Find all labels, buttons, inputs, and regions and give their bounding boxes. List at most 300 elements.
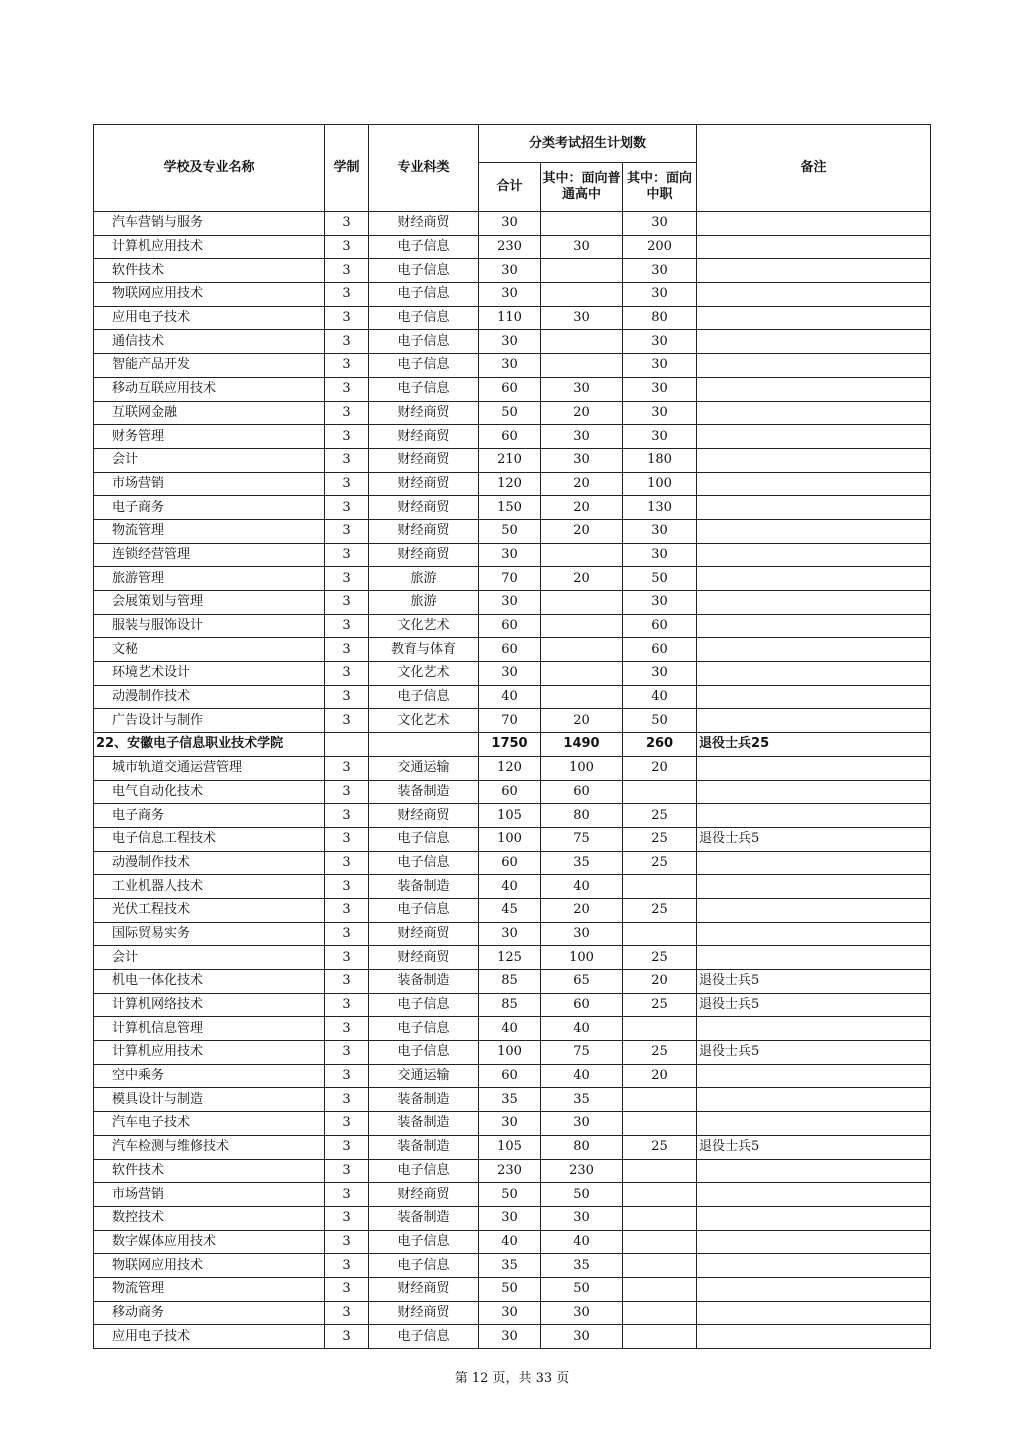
cell-note [697,1206,931,1230]
table-row [94,685,931,709]
cell-general-highschool [541,685,623,709]
cell-name: 通信技术 [94,330,325,354]
cell-total: 105 [479,804,541,828]
cell-years: 3 [325,685,369,709]
cell-vocational: 60 [623,638,697,662]
cell-note [697,638,931,662]
cell-general-highschool [541,614,623,638]
cell-general-highschool: 20 [541,898,623,922]
cell-category: 电子信息 [369,827,479,851]
cell-vocational: 80 [623,306,697,330]
cell-category: 文化艺术 [369,614,479,638]
cell-general-highschool: 35 [541,851,623,875]
cell-category: 电子信息 [369,1017,479,1041]
cell-note [697,1325,931,1349]
cell-vocational: 20 [623,970,697,994]
cell-total: 125 [479,946,541,970]
cell-general-highschool: 230 [541,1159,623,1183]
cell-category: 财经商贸 [369,519,479,543]
cell-category: 电子信息 [369,1230,479,1254]
table-row [94,970,931,994]
cell-category: 装备制造 [369,1135,479,1159]
cell-note [697,543,931,567]
cell-years: 3 [325,567,369,591]
cell-vocational: 30 [623,519,697,543]
cell-category: 电子信息 [369,685,479,709]
cell-general-highschool: 20 [541,567,623,591]
cell-total: 230 [479,1159,541,1183]
cell-name: 动漫制作技术 [94,851,325,875]
cell-total: 30 [479,212,541,236]
cell-general-highschool: 30 [541,922,623,946]
cell-general-highschool [541,662,623,686]
cell-vocational: 50 [623,709,697,733]
cell-note [697,1301,931,1325]
cell-total: 110 [479,306,541,330]
cell-years: 3 [325,709,369,733]
cell-total: 30 [479,662,541,686]
cell-name: 物联网应用技术 [94,283,325,307]
cell-name: 工业机器人技术 [94,875,325,899]
cell-note: 退役士兵5 [697,1135,931,1159]
enrollment-plan-table [93,124,931,1349]
header-plan-group: 分类考试招生计划数 [479,125,697,163]
cell-years: 3 [325,519,369,543]
cell-general-highschool: 30 [541,1206,623,1230]
cell-vocational: 25 [623,946,697,970]
school-row [94,733,931,757]
cell-name: 动漫制作技术 [94,685,325,709]
cell-category: 财经商贸 [369,448,479,472]
cell-category: 电子信息 [369,1159,479,1183]
table-row [94,756,931,780]
cell-general-highschool: 30 [541,235,623,259]
cell-category: 电子信息 [369,354,479,378]
cell-total: 60 [479,425,541,449]
cell-vocational: 30 [623,591,697,615]
cell-name: 汽车电子技术 [94,1112,325,1136]
cell-general-highschool: 40 [541,1064,623,1088]
cell-name: 广告设计与制作 [94,709,325,733]
cell-note [697,662,931,686]
cell-note [697,330,931,354]
header-note: 备注 [697,125,931,212]
cell-general-highschool: 65 [541,970,623,994]
cell-total: 210 [479,448,541,472]
cell-note [697,591,931,615]
cell-vocational: 30 [623,330,697,354]
cell-note [697,212,931,236]
cell-note [697,756,931,780]
cell-vocational: 30 [623,662,697,686]
cell-total: 70 [479,709,541,733]
page-footer: 第 12 页，共 33 页 [454,1371,570,1386]
cell-vocational: 20 [623,756,697,780]
cell-name: 会计 [94,946,325,970]
table-row [94,401,931,425]
cell-note [697,306,931,330]
cell-general-highschool: 20 [541,472,623,496]
cell-category: 电子信息 [369,851,479,875]
cell-years: 3 [325,1206,369,1230]
cell-category: 财经商贸 [369,922,479,946]
cell-category: 财经商贸 [369,946,479,970]
cell-category: 财经商贸 [369,1277,479,1301]
cell-years: 3 [325,827,369,851]
cell-years: 3 [325,259,369,283]
cell-vocational: 180 [623,448,697,472]
cell-vocational [623,1254,697,1278]
cell-name: 计算机信息管理 [94,1017,325,1041]
cell-category: 财经商贸 [369,1183,479,1207]
cell-total: 60 [479,1064,541,1088]
cell-category: 旅游 [369,591,479,615]
cell-category: 文化艺术 [369,662,479,686]
cell-years: 3 [325,922,369,946]
cell-note [697,898,931,922]
cell-general-highschool: 50 [541,1277,623,1301]
cell-name: 计算机应用技术 [94,235,325,259]
table-header [94,125,931,212]
cell-general-highschool: 20 [541,519,623,543]
cell-vocational: 30 [623,401,697,425]
table-row [94,1254,931,1278]
cell-note [697,685,931,709]
table-row [94,283,931,307]
cell-category: 交通运输 [369,1064,479,1088]
cell-general-highschool: 40 [541,875,623,899]
cell-category: 电子信息 [369,259,479,283]
table-row [94,614,931,638]
cell-note [697,1112,931,1136]
cell-note [697,1277,931,1301]
cell-note [697,1088,931,1112]
table-row [94,1230,931,1254]
cell-name: 财务管理 [94,425,325,449]
cell-total: 60 [479,377,541,401]
cell-general-highschool [541,330,623,354]
cell-vocational: 30 [623,283,697,307]
cell-category [369,733,479,757]
cell-note [697,1254,931,1278]
table-row [94,1064,931,1088]
cell-category: 文化艺术 [369,709,479,733]
cell-total: 105 [479,1135,541,1159]
cell-category: 旅游 [369,567,479,591]
cell-years: 3 [325,970,369,994]
cell-total: 85 [479,993,541,1017]
cell-name: 物流管理 [94,1277,325,1301]
table-row [94,780,931,804]
cell-total: 30 [479,1206,541,1230]
table-row [94,1277,931,1301]
cell-category: 电子信息 [369,1325,479,1349]
cell-years: 3 [325,993,369,1017]
cell-total: 40 [479,1230,541,1254]
cell-name: 互联网金融 [94,401,325,425]
cell-category: 装备制造 [369,780,479,804]
table-row [94,1183,931,1207]
cell-name: 物流管理 [94,519,325,543]
cell-note [697,425,931,449]
cell-note [697,377,931,401]
cell-category: 财经商贸 [369,472,479,496]
cell-note [697,709,931,733]
cell-years: 3 [325,472,369,496]
cell-years: 3 [325,543,369,567]
table-row [94,993,931,1017]
cell-category: 财经商贸 [369,1301,479,1325]
cell-total: 100 [479,1041,541,1065]
cell-name: 22、安徽电子信息职业技术学院 [94,733,325,757]
cell-total: 30 [479,1112,541,1136]
cell-name: 智能产品开发 [94,354,325,378]
cell-category: 电子信息 [369,330,479,354]
table-row [94,1325,931,1349]
cell-general-highschool: 80 [541,804,623,828]
cell-general-highschool: 20 [541,709,623,733]
cell-name: 应用电子技术 [94,1325,325,1349]
cell-total: 30 [479,283,541,307]
cell-vocational: 30 [623,543,697,567]
cell-name: 电气自动化技术 [94,780,325,804]
cell-total: 150 [479,496,541,520]
cell-vocational [623,1088,697,1112]
table-row [94,591,931,615]
cell-years: 3 [325,898,369,922]
cell-category: 电子信息 [369,993,479,1017]
table-row [94,306,931,330]
cell-note [697,1230,931,1254]
table-row [94,851,931,875]
cell-vocational [623,1230,697,1254]
cell-note [697,804,931,828]
cell-general-highschool: 100 [541,946,623,970]
cell-total: 70 [479,567,541,591]
cell-years: 3 [325,1088,369,1112]
cell-name: 空中乘务 [94,1064,325,1088]
header-general-highschool: 其中：面向普通高中 [541,163,623,212]
cell-years: 3 [325,614,369,638]
cell-note: 退役士兵5 [697,827,931,851]
cell-years: 3 [325,283,369,307]
cell-name: 会展策划与管理 [94,591,325,615]
cell-general-highschool: 20 [541,401,623,425]
cell-name: 移动商务 [94,1301,325,1325]
cell-general-highschool: 60 [541,993,623,1017]
cell-category: 装备制造 [369,1112,479,1136]
cell-years: 3 [325,425,369,449]
cell-category: 电子信息 [369,235,479,259]
cell-vocational: 25 [623,993,697,1017]
cell-general-highschool: 30 [541,306,623,330]
cell-years: 3 [325,1112,369,1136]
cell-vocational [623,1206,697,1230]
table-row [94,1135,931,1159]
cell-total: 45 [479,898,541,922]
cell-name: 市场营销 [94,472,325,496]
cell-years: 3 [325,946,369,970]
cell-category: 装备制造 [369,875,479,899]
cell-vocational: 25 [623,851,697,875]
cell-vocational: 60 [623,614,697,638]
table-row [94,898,931,922]
cell-years: 3 [325,591,369,615]
cell-name: 机电一体化技术 [94,970,325,994]
cell-general-highschool: 35 [541,1254,623,1278]
cell-note [697,472,931,496]
cell-total: 50 [479,519,541,543]
cell-years: 3 [325,448,369,472]
table-row [94,662,931,686]
header-total: 合计 [479,163,541,212]
table-row [94,212,931,236]
table-row [94,1206,931,1230]
cell-total: 100 [479,827,541,851]
cell-note [697,1017,931,1041]
cell-general-highschool: 80 [541,1135,623,1159]
cell-name: 电子商务 [94,804,325,828]
cell-years: 3 [325,638,369,662]
cell-name: 汽车营销与服务 [94,212,325,236]
table-row [94,235,931,259]
cell-name: 城市轨道交通运营管理 [94,756,325,780]
cell-vocational: 100 [623,472,697,496]
cell-years: 3 [325,330,369,354]
cell-category: 装备制造 [369,970,479,994]
cell-general-highschool: 30 [541,1301,623,1325]
cell-vocational: 25 [623,1135,697,1159]
cell-general-highschool: 30 [541,1325,623,1349]
table-row [94,1159,931,1183]
table-row [94,1041,931,1065]
table-row [94,472,931,496]
table-row [94,946,931,970]
cell-years: 3 [325,1277,369,1301]
cell-years: 3 [325,1064,369,1088]
cell-vocational: 25 [623,1041,697,1065]
cell-vocational: 130 [623,496,697,520]
cell-name: 连锁经营管理 [94,543,325,567]
table-row [94,448,931,472]
cell-category: 电子信息 [369,1254,479,1278]
cell-name: 移动互联应用技术 [94,377,325,401]
table-row [94,875,931,899]
cell-vocational [623,922,697,946]
cell-note [697,922,931,946]
cell-category: 电子信息 [369,1041,479,1065]
cell-vocational [623,1112,697,1136]
cell-category: 财经商贸 [369,401,479,425]
cell-years: 3 [325,401,369,425]
cell-name: 服装与服饰设计 [94,614,325,638]
table-row [94,827,931,851]
cell-category: 教育与体育 [369,638,479,662]
cell-years: 3 [325,1230,369,1254]
table-row [94,922,931,946]
cell-total: 30 [479,259,541,283]
cell-category: 电子信息 [369,306,479,330]
cell-vocational: 30 [623,259,697,283]
cell-vocational: 260 [623,733,697,757]
cell-vocational: 30 [623,377,697,401]
cell-total: 60 [479,780,541,804]
cell-note [697,1159,931,1183]
cell-name: 软件技术 [94,1159,325,1183]
cell-years: 3 [325,496,369,520]
cell-total: 30 [479,354,541,378]
cell-name: 国际贸易实务 [94,922,325,946]
cell-total: 30 [479,1301,541,1325]
cell-name: 环境艺术设计 [94,662,325,686]
cell-years: 3 [325,212,369,236]
cell-years: 3 [325,354,369,378]
cell-general-highschool [541,543,623,567]
table-row [94,1301,931,1325]
cell-general-highschool: 20 [541,496,623,520]
table-body [94,212,931,1349]
cell-name: 电子商务 [94,496,325,520]
table-row [94,519,931,543]
cell-name: 会计 [94,448,325,472]
header-category: 专业科类 [369,125,479,212]
cell-general-highschool: 30 [541,1112,623,1136]
table-row [94,543,931,567]
cell-category: 财经商贸 [369,496,479,520]
cell-general-highschool [541,591,623,615]
cell-vocational [623,1277,697,1301]
cell-general-highschool: 30 [541,425,623,449]
table-row [94,330,931,354]
cell-years: 3 [325,662,369,686]
cell-note [697,946,931,970]
table-row [94,567,931,591]
cell-note [697,496,931,520]
cell-note [697,401,931,425]
table-row [94,377,931,401]
cell-years: 3 [325,1159,369,1183]
cell-vocational: 30 [623,212,697,236]
table-row [94,1112,931,1136]
cell-note [697,1064,931,1088]
cell-name: 市场营销 [94,1183,325,1207]
cell-name: 数字媒体应用技术 [94,1230,325,1254]
cell-note [697,567,931,591]
cell-total: 30 [479,330,541,354]
cell-category: 财经商贸 [369,212,479,236]
cell-category: 财经商贸 [369,804,479,828]
cell-category: 装备制造 [369,1088,479,1112]
cell-total: 50 [479,1277,541,1301]
cell-general-highschool: 35 [541,1088,623,1112]
header-vocational: 其中：面向中职 [623,163,697,212]
cell-total: 120 [479,756,541,780]
cell-name: 模具设计与制造 [94,1088,325,1112]
cell-note [697,519,931,543]
cell-note [697,614,931,638]
cell-category: 电子信息 [369,377,479,401]
table-row [94,259,931,283]
cell-general-highschool: 75 [541,1041,623,1065]
cell-total: 120 [479,472,541,496]
cell-note [697,259,931,283]
cell-note [697,448,931,472]
cell-years: 3 [325,804,369,828]
cell-total: 85 [479,970,541,994]
cell-name: 汽车检测与维修技术 [94,1135,325,1159]
cell-general-highschool: 1490 [541,733,623,757]
cell-total: 40 [479,875,541,899]
